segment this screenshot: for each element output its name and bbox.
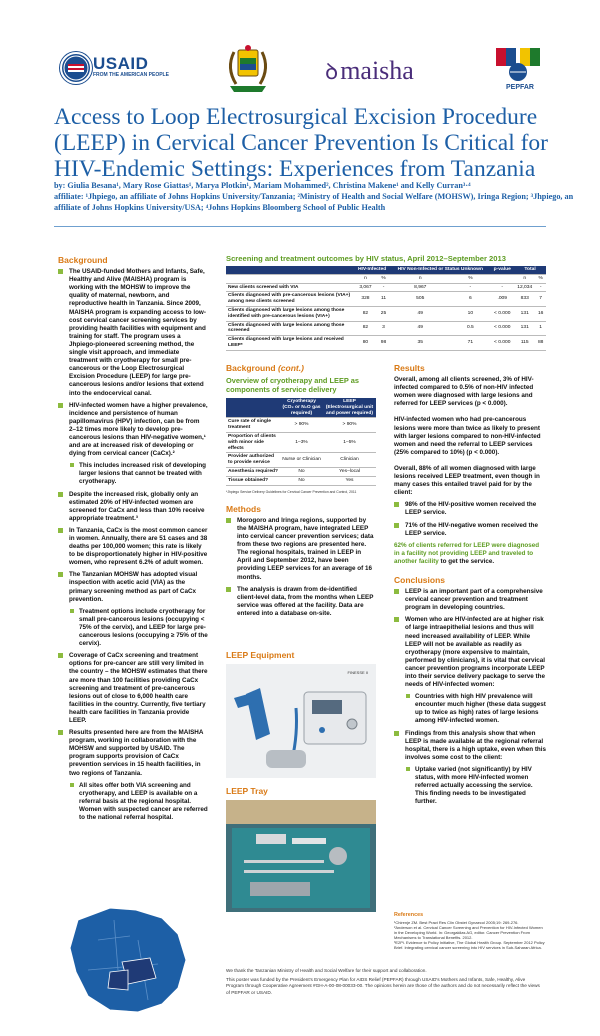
table-row bbox=[226, 433, 376, 453]
table2-cell: Nurse or Clinician bbox=[280, 453, 323, 468]
results-highlight-green: 62% of clients referred for LEEP were diagnosed in a facility not providing LEEP and traveled to another facility bbox=[394, 541, 540, 565]
table1-cell: - bbox=[377, 283, 390, 292]
conclusions-subbullet: Uptake varied (not significantly) by HIV status, with more HIV-infected women referred actually accessing the service. This finding needs to be investigated further. bbox=[394, 766, 546, 806]
maisha-swirl-icon: ꝺ bbox=[325, 59, 339, 84]
table2-cell: Tissue obtained? bbox=[226, 476, 280, 485]
table2-cell: Yes–local bbox=[323, 468, 376, 477]
tray-heading: LEEP Tray bbox=[226, 786, 268, 796]
background-bullet: In Tanzania, CaCx is the most common cancer in women. Annually, there are 51 cases and 38 deaths per 100,000 women; this rate is likely to be disproportionately higher in HIV-positive women, who represent 6.2% of adult women. bbox=[58, 527, 208, 567]
table1-cell: 80 bbox=[354, 336, 377, 351]
table2-header: LEEP (Electrosurgical unit and power required) bbox=[323, 398, 376, 418]
conclusions-bullet: LEEP is an important part of a comprehensive cervical cancer prevention and treatment program in developing countries. bbox=[394, 588, 546, 612]
table1-subheader: n bbox=[354, 274, 377, 283]
tanzania-coat-of-arms-icon bbox=[218, 44, 278, 94]
reference-item: ³E2Pi. Evidence to Policy Initiative, The Global Health Group. September 2012 Policy Brief. Integrating cervical cancer screening into HIV services in Sub-Saharan Africa. bbox=[394, 940, 545, 950]
usaid-name: USAID bbox=[93, 54, 149, 73]
table1-cell: 88 bbox=[535, 336, 546, 351]
methods-bullet: The analysis is drawn from de-identified client-level data, from the months when LEEP service was offered at the facility. Data are entered into a database on-site. bbox=[226, 586, 376, 618]
service-overview-heading: Overview of cryotherapy and LEEP as components of service delivery bbox=[226, 376, 359, 395]
table1-cell: < 0.000 bbox=[490, 306, 514, 321]
background-bullet: The Tanzanian MOHSW has adopted visual inspection with acetic acid (VIA) as the primary screening method as part of CaCx prevention. bbox=[58, 571, 208, 603]
table-row bbox=[226, 468, 376, 477]
table-row bbox=[226, 292, 546, 307]
device-label: FINESSE II bbox=[347, 670, 368, 675]
equipment-heading: LEEP Equipment bbox=[226, 650, 295, 660]
table1-header bbox=[226, 266, 354, 274]
poster-title: Access to Loop Electrosurgical Excision Procedure (LEEP) in Cervical Cancer Prevention Is Critical for HIV-Endemic Settings: Experiences from Tanzania bbox=[54, 104, 548, 182]
table1-cell: Clients diagnosed with large lesions among those screened bbox=[226, 321, 354, 336]
usaid-logo bbox=[60, 52, 172, 82]
title-divider bbox=[54, 226, 546, 227]
table1-cell: 82 bbox=[354, 321, 377, 336]
table1-cell: Clients diagnosed with pre-cancerous lesions (VIA+) among new clients screened bbox=[226, 292, 354, 307]
table1-cell: 12,034 bbox=[514, 283, 535, 292]
reference-item: ¹Chirenje ZM. Best Pract Res Clin Obstet Gynaecol 2005;19: 269-276. bbox=[394, 920, 519, 925]
table1-cell: New clients screened with VIA bbox=[226, 283, 354, 292]
table1-header: HIV-Infected bbox=[354, 266, 390, 274]
table1-cell: 16 bbox=[535, 306, 546, 321]
right-column bbox=[394, 364, 546, 810]
background-heading: Background bbox=[58, 255, 108, 265]
table1-cell: 115 bbox=[514, 336, 535, 351]
table1-cell: 505 bbox=[390, 292, 450, 307]
background-subbullet: Treatment options include cryotherapy for small pre-cancerous lesions (occupying < 75% of the cervix), and LEEP for large pre-cancerous lesions (occupying ≥ 75% of the cervix). bbox=[58, 608, 208, 648]
background-bullet: Coverage of CaCx screening and treatment options for pre-cancer are still very limited in the country – the MOHSW estimates that there are more than 100 facilities providing CaCx screening and treatment of pre-cancerous lesions out of close to 6,000 health care facilities in the country. Currently, five tertiary health care facilities in Tanzania provide LEEP. bbox=[58, 652, 208, 725]
table1-header: p-value bbox=[490, 266, 514, 274]
background-cont-title: Background bbox=[226, 363, 276, 373]
pepfar-name: PEPFAR bbox=[505, 84, 534, 91]
table1-cell: Clients diagnosed with large lesions among those identified with pre-cancerous lesions (VIA+) bbox=[226, 306, 354, 321]
reference-item: ²Anderson et al. Cervical Cancer Screening and Prevention for HIV-Infected Women in the Developing World. In: Georgakilas AG, editor. Cancer Prevention From Mechanisms to Translational Benefits. 2012. bbox=[394, 925, 543, 940]
table2-cell: Cure rate of single treatment bbox=[226, 418, 280, 433]
table1-cell: - bbox=[535, 283, 546, 292]
background-subbullet: All sites offer both VIA screening and cryotherapy, and LEEP is available on a referral basis at the regional hospital. Women with suspected cancer are referred to the national referral hospital. bbox=[58, 782, 208, 822]
table1-cell: - bbox=[490, 283, 514, 292]
table1-cell: 6 bbox=[450, 292, 490, 307]
usaid-tagline: FROM THE AMERICAN PEOPLE bbox=[93, 72, 169, 78]
table2-cell: 1–5% bbox=[323, 433, 376, 453]
background-bullet: Results presented here are from the MAISHA program, working in collaboration with the MOHSW and supported by USAID. The program supports provision of CaCx prevention services in 15 health facilities, in two regions of Tanzania. bbox=[58, 729, 208, 778]
table1-cell: 10 bbox=[450, 306, 490, 321]
table2-header: Cryotherapy (CO₂ or N₂O gas required) bbox=[280, 398, 323, 418]
maisha-logo bbox=[325, 56, 414, 86]
methods-bullet: Morogoro and Iringa regions, supported by the MAISHA program, have integrated LEEP into cervical cancer prevention services; data from these two regions are presented here. The regional hospitals, trained in LEEP in April and September 2012, have been providing LEEP services for an average of 16 months. bbox=[226, 517, 376, 582]
results-bullet: 98% of the HIV-positive women received the LEEP service. bbox=[394, 501, 546, 517]
table1-cell: Clients diagnosed with large lesions and received LEEP* bbox=[226, 336, 354, 351]
results-highlight-tail: to get the service. bbox=[438, 557, 495, 565]
maisha-name: maisha bbox=[340, 56, 414, 85]
middle-column bbox=[226, 364, 376, 622]
table1-cell: 25 bbox=[377, 306, 390, 321]
background-bullet: The USAID-funded Mothers and Infants, Safe, Healthy and Alive (MAISHA) program is working with the MOHSW to improve the quality of maternal, newborn, and reproductive health in Tanzania. Since 2009, MAISHA program is expanding access to low-cost cervical cancer screening services by providing health facilities with equipment and training for staff. The program uses a Jhpiego-pioneered screening method, the single visit approach, and immediate treatment with cryotherapy for small pre-cancerous or the Loop Electrosurgical Excision Procedure (LEEP) for large pre-cancerous lesions and/or lesions that extend into the endocervical canal. bbox=[58, 268, 208, 398]
references-section bbox=[394, 912, 546, 950]
table-row bbox=[226, 418, 376, 433]
screening-outcomes-section bbox=[226, 254, 546, 351]
table2-cell: No bbox=[280, 468, 323, 477]
table1-cell: 98 bbox=[377, 336, 390, 351]
conclusions-bullet: Findings from this analysis show that when LEEP is made available at the regional referral hospital, there is a high uptake, even when this involves some cost to the client: bbox=[394, 730, 546, 762]
acknowledgement-funding: This poster was funded by the President's Emergency Plan for AIDS Relief (PEPFAR) through USAID's Mothers and Infants, Safe, Healthy, Alive Program through Cooperative Agreement #GH-A-00-08-00033-00. The opinions herein are those of the authors and do not necessarily reflect the views of PEPFAR or USAID. bbox=[226, 977, 540, 995]
table1-cell: 35 bbox=[390, 336, 450, 351]
table1-cell: .009 bbox=[490, 292, 514, 307]
conclusions-heading: Conclusions bbox=[394, 574, 446, 585]
table2-cell: No bbox=[280, 476, 323, 485]
table1-cell: 11 bbox=[377, 292, 390, 307]
table1-subheader: % bbox=[377, 274, 390, 283]
table1-cell: 833 bbox=[514, 292, 535, 307]
results-highlight bbox=[394, 542, 546, 566]
table2-cell: Provider authorized to provide service bbox=[226, 453, 280, 468]
table1-cell: 0.5 bbox=[450, 321, 490, 336]
acknowledgement bbox=[226, 968, 544, 996]
conclusions-bullet: Women who are HIV-infected are at higher risk of large intraepithelial lesions and thus will need increased availability of LEEP. While LEEP will not be available as readily as cryotherapy (more expensive to maintain, performed by clinicians), it is vital that cervical cancer prevention programs incorporate LEEP into their service delivery package to serve the needs of HIV-infected women: bbox=[394, 616, 546, 689]
acknowledgement-thanks: We thank the Tanzanian Ministry of Health and Social Welfare for their support and collaboration. bbox=[226, 968, 427, 973]
background-subbullet: This includes increased risk of developing larger lesions that cannot be treated with cryotherapy. bbox=[58, 462, 208, 486]
table1-cell: 131 bbox=[514, 306, 535, 321]
author-list: by: Giulia Besana¹, Mary Rose Giattas¹, Marya Plotkin¹, Mariam Mohammed², Christina Makene¹ and Kelly Curran³·⁴ bbox=[54, 181, 471, 190]
table2-footnote: *Jhpiego Service Delivery Guidelines for Cervical Cancer Prevention and Control, 2011 bbox=[226, 489, 357, 494]
table1-subheader bbox=[490, 274, 514, 283]
leep-equipment-photo bbox=[226, 664, 376, 778]
table-row bbox=[226, 306, 546, 321]
table2-cell: Proportion of clients with minor side effects bbox=[226, 433, 280, 453]
table1-cell: 1 bbox=[535, 321, 546, 336]
screening-outcomes-table bbox=[226, 266, 546, 351]
cryo-leep-table bbox=[226, 398, 376, 486]
results-paragraph: HIV-infected women who had pre-cancerous lesions were more than twice as likely to present with larger lesions compared to non-HIV-infected women and need the referral to LEEP services (25% compared to 10%) (p < 0.000). bbox=[394, 416, 541, 456]
table2-cell: > 90% bbox=[323, 418, 376, 433]
table2-header bbox=[226, 398, 280, 418]
table1-cell: 3,067 bbox=[354, 283, 377, 292]
background-cont-suffix: (cont.) bbox=[277, 363, 304, 373]
table2-cell: Anesthesia required? bbox=[226, 468, 280, 477]
background-section bbox=[58, 256, 208, 826]
table2-cell: > 90% bbox=[280, 418, 323, 433]
table1-header: Total bbox=[514, 266, 546, 274]
table1-subheader: n bbox=[514, 274, 535, 283]
table1-cell: 3 bbox=[377, 321, 390, 336]
results-paragraph: Overall, 88% of all women diagnosed with large lesions received LEEP treatment, even though in many cases this entailed travel paid for by the client: bbox=[394, 464, 540, 497]
results-heading: Results bbox=[394, 363, 425, 373]
table2-cell: 1–3% bbox=[280, 433, 323, 453]
table1-cell: < 0.000 bbox=[490, 321, 514, 336]
table1-cell: 71 bbox=[450, 336, 490, 351]
table2-cell: Yes bbox=[323, 476, 376, 485]
background-bullet: Despite the increased risk, globally only an estimated 20% of HIV-infected women are screened for CaCx and less than 10% receive appropriate treatment.³ bbox=[58, 491, 208, 523]
table-row bbox=[226, 321, 546, 336]
table-row bbox=[226, 453, 376, 468]
table1-cell: 328 bbox=[354, 292, 377, 307]
background-bullet: HIV-infected women have a higher prevalence, incidence and persistence of human papillomavirus (HPV) infection, can be from 2–12 times more likely to develop pre-cancerous lesions than HIV-negative women,¹ and are at increased risk of developing or dying from cervical cancer (CaCx).² bbox=[58, 402, 208, 459]
conclusions-subbullet: Countries with high HIV prevalence will encounter much higher (these data suggest up to twice as high) rates of large lesions among HIV-infected women. bbox=[394, 693, 546, 725]
table-row bbox=[226, 476, 376, 485]
table1-subheader: % bbox=[535, 274, 546, 283]
usaid-seal-icon bbox=[60, 52, 92, 84]
table1-subheader: n bbox=[390, 274, 450, 283]
table1-cell: - bbox=[450, 283, 490, 292]
table1-heading: Screening and treatment outcomes by HIV status, April 2012–September 2013 bbox=[226, 254, 506, 263]
table1-cell: 8,967 bbox=[390, 283, 450, 292]
table1-cell: 49 bbox=[390, 321, 450, 336]
table-row bbox=[226, 283, 546, 292]
table2-cell: Clinician bbox=[323, 453, 376, 468]
table-row bbox=[226, 336, 546, 351]
table1-cell: 7 bbox=[535, 292, 546, 307]
author-block bbox=[54, 180, 574, 213]
table1-header: HIV Non-Infected or Status Unknown bbox=[390, 266, 490, 274]
table1-cell: 82 bbox=[354, 306, 377, 321]
references-heading: References bbox=[394, 912, 424, 918]
background-cont-heading bbox=[226, 364, 376, 372]
leep-tray-photo bbox=[226, 800, 376, 912]
table1-cell: 131 bbox=[514, 321, 535, 336]
methods-heading: Methods bbox=[226, 503, 261, 514]
table1-cell: 49 bbox=[390, 306, 450, 321]
results-paragraph: Overall, among all clients screened, 3% of HIV-infected compared to 0.5% of non-HIV infected women were diagnosed with large lesions and referred for LEEP services (p < 0.000). bbox=[394, 376, 534, 408]
table1-cell: < 0.000 bbox=[490, 336, 514, 351]
table1-subheader bbox=[226, 274, 354, 283]
affiliations: affiliate: ¹Jhpiego, an affiliate of Johns Hopkins University/Tanzania; ²Ministry of Health and Social Welfare (MOHSW), Iringa Region; ³Jhpiego, an affiliate of Johns Hopkins University/USA; ⁴Johns Hopkins Bloomberg School of Public Health bbox=[54, 192, 574, 212]
table1-subheader: % bbox=[450, 274, 490, 283]
results-bullet: 71% of the HIV-negative women received the LEEP service. bbox=[394, 522, 546, 538]
tanzania-map-icon bbox=[58, 900, 198, 1020]
